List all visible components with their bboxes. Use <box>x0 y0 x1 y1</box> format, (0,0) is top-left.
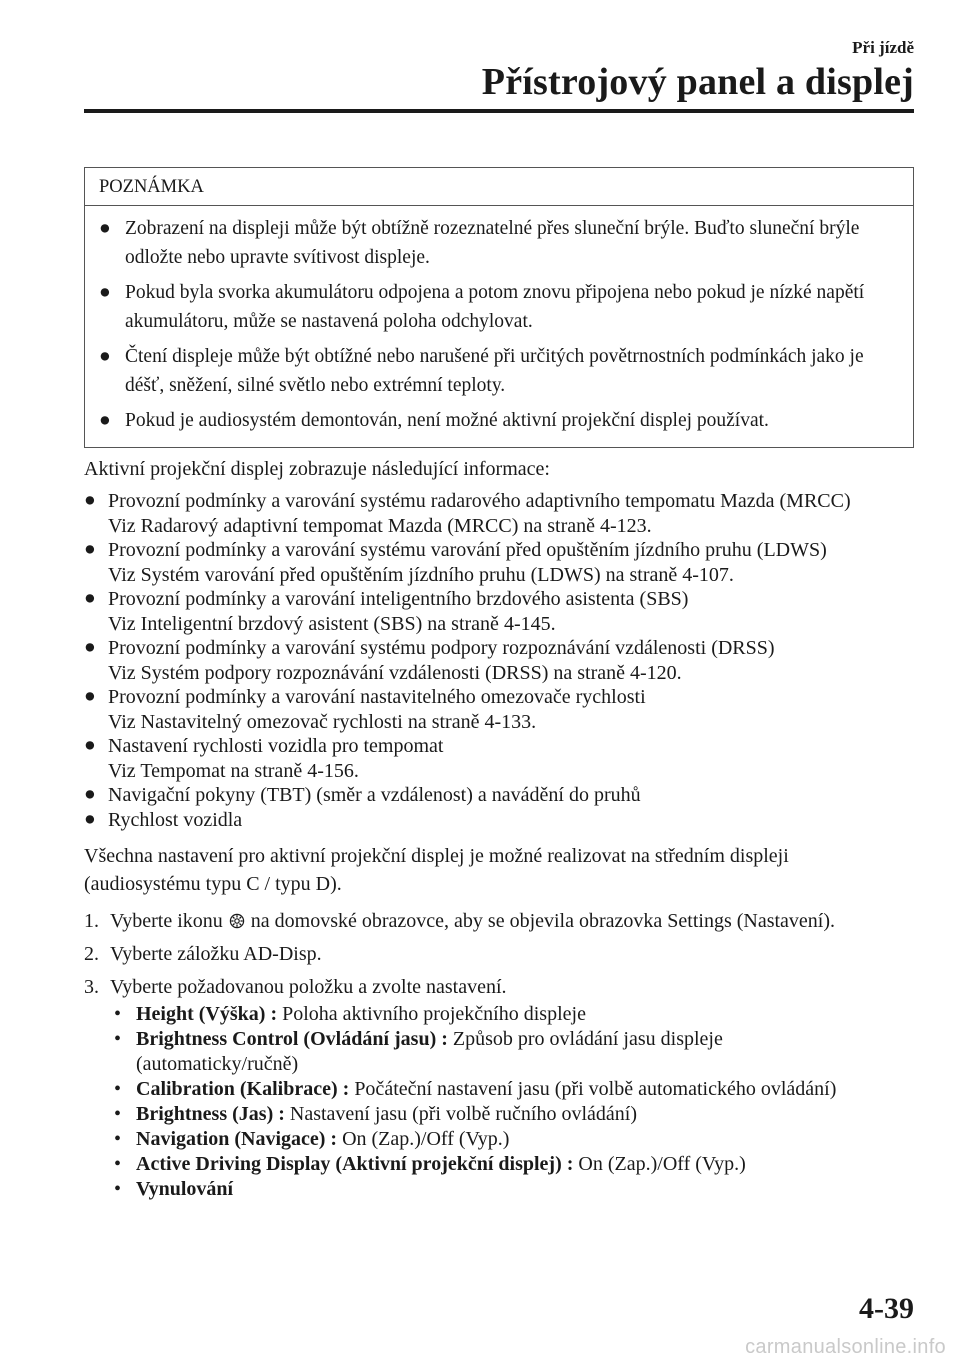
option-label: Navigation (Navigace) : <box>136 1128 338 1150</box>
bullet-icon: • <box>114 1003 122 1025</box>
info-item-reference: Viz Inteligentní brzdový asistent (SBS) na straně 4-145. <box>108 612 556 635</box>
list-item <box>84 808 920 833</box>
list-item <box>84 587 920 636</box>
step-number: 2. <box>84 943 99 965</box>
bullet-icon: ● <box>84 539 96 560</box>
bullet-icon: ● <box>99 410 111 431</box>
intro-text: Aktivní projekční displej zobrazuje následující informace: <box>84 458 550 480</box>
info-item-title: Navigační pokyny (TBT) (směr a vzdálenost) a navádění do pruhů <box>108 784 641 806</box>
option-description: Nastavení jasu (při volbě ručního ovládání) <box>289 1103 638 1125</box>
note-item <box>99 278 899 336</box>
bullet-icon: • <box>114 1028 122 1050</box>
list-item <box>114 1077 920 1102</box>
settings-paragraph-line: Všechna nastavení pro aktivní projekční displej je možné realizovat na středním displeji <box>84 845 789 867</box>
list-item <box>84 734 920 783</box>
option-label: Calibration (Kalibrace) : <box>136 1078 350 1100</box>
list-item <box>114 1027 920 1077</box>
option-label: Brightness Control (Ovládání jasu) : <box>136 1028 448 1050</box>
step-text: Vyberte záložku AD-Disp. <box>110 943 322 965</box>
info-item-reference: Viz Systém podpory rozpoznávání vzdálenosti (DRSS) na straně 4-120. <box>108 661 682 684</box>
bullet-icon: ● <box>84 490 96 511</box>
note-item-text: Zobrazení na displeji může být obtížně rozeznatelné přes sluneční brýle. Buďto sluneční brýle odložte nebo upravte svítivost displeje. <box>125 218 860 268</box>
info-list <box>84 489 920 832</box>
settings-options-list <box>114 1002 920 1202</box>
list-item <box>84 538 920 587</box>
info-item-title: Provozní podmínky a varování systému radarového adaptivního tempomatu Mazda (MRCC) <box>108 490 851 512</box>
note-item-text: Čtení displeje může být obtížné nebo narušené při určitých povětrnostních podmínkách jako je déšť, sněžení, silné světlo nebo extrémní teploty. <box>125 346 864 396</box>
list-item <box>84 636 920 685</box>
page-number: 4-39 <box>859 1292 914 1325</box>
step-item <box>84 974 920 1000</box>
info-item-reference: Viz Nastavitelný omezovač rychlosti na straně 4-133. <box>108 710 537 733</box>
option-label: Vynulování <box>136 1178 234 1200</box>
bullet-icon: • <box>114 1103 122 1125</box>
info-item-title: Provozní podmínky a varování systému varování před opuštěním jízdního pruhu (LDWS) <box>108 539 827 561</box>
note-body <box>85 206 913 447</box>
note-item <box>99 342 899 400</box>
list-item <box>114 1177 920 1202</box>
page-title: Přístrojový panel a displej <box>481 61 914 103</box>
bullet-icon: ● <box>99 346 111 367</box>
option-label: Brightness (Jas) : <box>136 1103 285 1125</box>
header-divider <box>84 109 914 113</box>
info-item-title: Rychlost vozidla <box>108 808 243 831</box>
settings-paragraph <box>84 842 920 898</box>
step-text: Vyberte ikonu <box>110 910 223 932</box>
bullet-icon: ● <box>84 808 96 830</box>
bullet-icon: ● <box>84 588 96 609</box>
step-number: 3. <box>84 976 99 998</box>
settings-gear-icon <box>229 913 245 929</box>
step-item <box>84 941 920 967</box>
info-item-title: Provozní podmínky a varování inteligentního brzdového asistenta (SBS) <box>108 588 689 610</box>
list-item <box>114 1127 920 1152</box>
bullet-icon: ● <box>84 637 96 658</box>
bullet-icon: ● <box>84 686 96 707</box>
step-text: na domovské obrazovce, aby se objevila obrazovka Settings (Nastavení). <box>250 910 836 932</box>
option-description: Počáteční nastavení jasu (při volbě automatického ovládání) <box>354 1078 837 1100</box>
list-item <box>84 489 920 538</box>
bullet-icon: ● <box>99 282 111 303</box>
bullet-icon: ● <box>84 735 96 756</box>
option-description: Způsob pro ovládání jasu displeje <box>452 1028 723 1050</box>
option-label: Active Driving Display (Aktivní projekční displej) : <box>136 1153 574 1175</box>
option-description-continued: (automaticky/ručně) <box>136 1053 299 1075</box>
info-item-reference: Viz Radarový adaptivní tempomat Mazda (MRCC) na straně 4-123. <box>108 514 652 537</box>
settings-paragraph-line: (audiosystému typu C / typu D). <box>84 873 342 895</box>
note-title: POZNÁMKA <box>85 168 913 206</box>
info-item-reference: Viz Tempomat na straně 4-156. <box>108 759 359 782</box>
main-content <box>84 455 920 1202</box>
option-description: On (Zap.)/Off (Vyp.) <box>342 1128 510 1150</box>
note-box <box>84 167 914 448</box>
bullet-icon: • <box>114 1153 122 1175</box>
list-item <box>84 685 920 734</box>
option-description: On (Zap.)/Off (Vyp.) <box>578 1153 746 1175</box>
bullet-icon: ● <box>84 784 96 805</box>
bullet-icon: • <box>114 1128 122 1150</box>
bullet-icon: • <box>114 1178 122 1200</box>
note-item <box>99 406 899 435</box>
info-item-title: Provozní podmínky a varování systému podpory rozpoznávání vzdálenosti (DRSS) <box>108 637 775 659</box>
section-label: Při jízdě <box>852 38 914 57</box>
option-label: Height (Výška) : <box>136 1003 278 1025</box>
bullet-icon: ● <box>99 218 111 239</box>
watermark: carmanualsonline.info <box>745 1336 946 1358</box>
list-item <box>84 783 920 808</box>
step-number: 1. <box>84 910 99 932</box>
bullet-icon: • <box>114 1078 122 1100</box>
note-item-text: Pokud je audiosystém demontován, není možné aktivní projekční displej používat. <box>125 410 769 431</box>
option-description: Poloha aktivního projekčního displeje <box>282 1003 586 1025</box>
list-item <box>114 1002 920 1027</box>
list-item <box>114 1152 920 1177</box>
step-item <box>84 908 920 934</box>
note-item <box>99 214 899 272</box>
steps-list <box>84 908 920 1000</box>
info-item-reference: Viz Systém varování před opuštěním jízdního pruhu (LDWS) na straně 4-107. <box>108 563 734 586</box>
info-item-title: Nastavení rychlosti vozidla pro tempomat <box>108 735 444 757</box>
list-item <box>114 1102 920 1127</box>
note-item-text: Pokud byla svorka akumulátoru odpojena a potom znovu připojena nebo pokud je nízké napětí akumulátoru, může se nastavená poloha odchylovat. <box>125 282 865 332</box>
step-text: Vyberte požadovanou položku a zvolte nastavení. <box>110 976 507 998</box>
info-item-title: Provozní podmínky a varování nastavitelného omezovače rychlosti <box>108 686 646 708</box>
